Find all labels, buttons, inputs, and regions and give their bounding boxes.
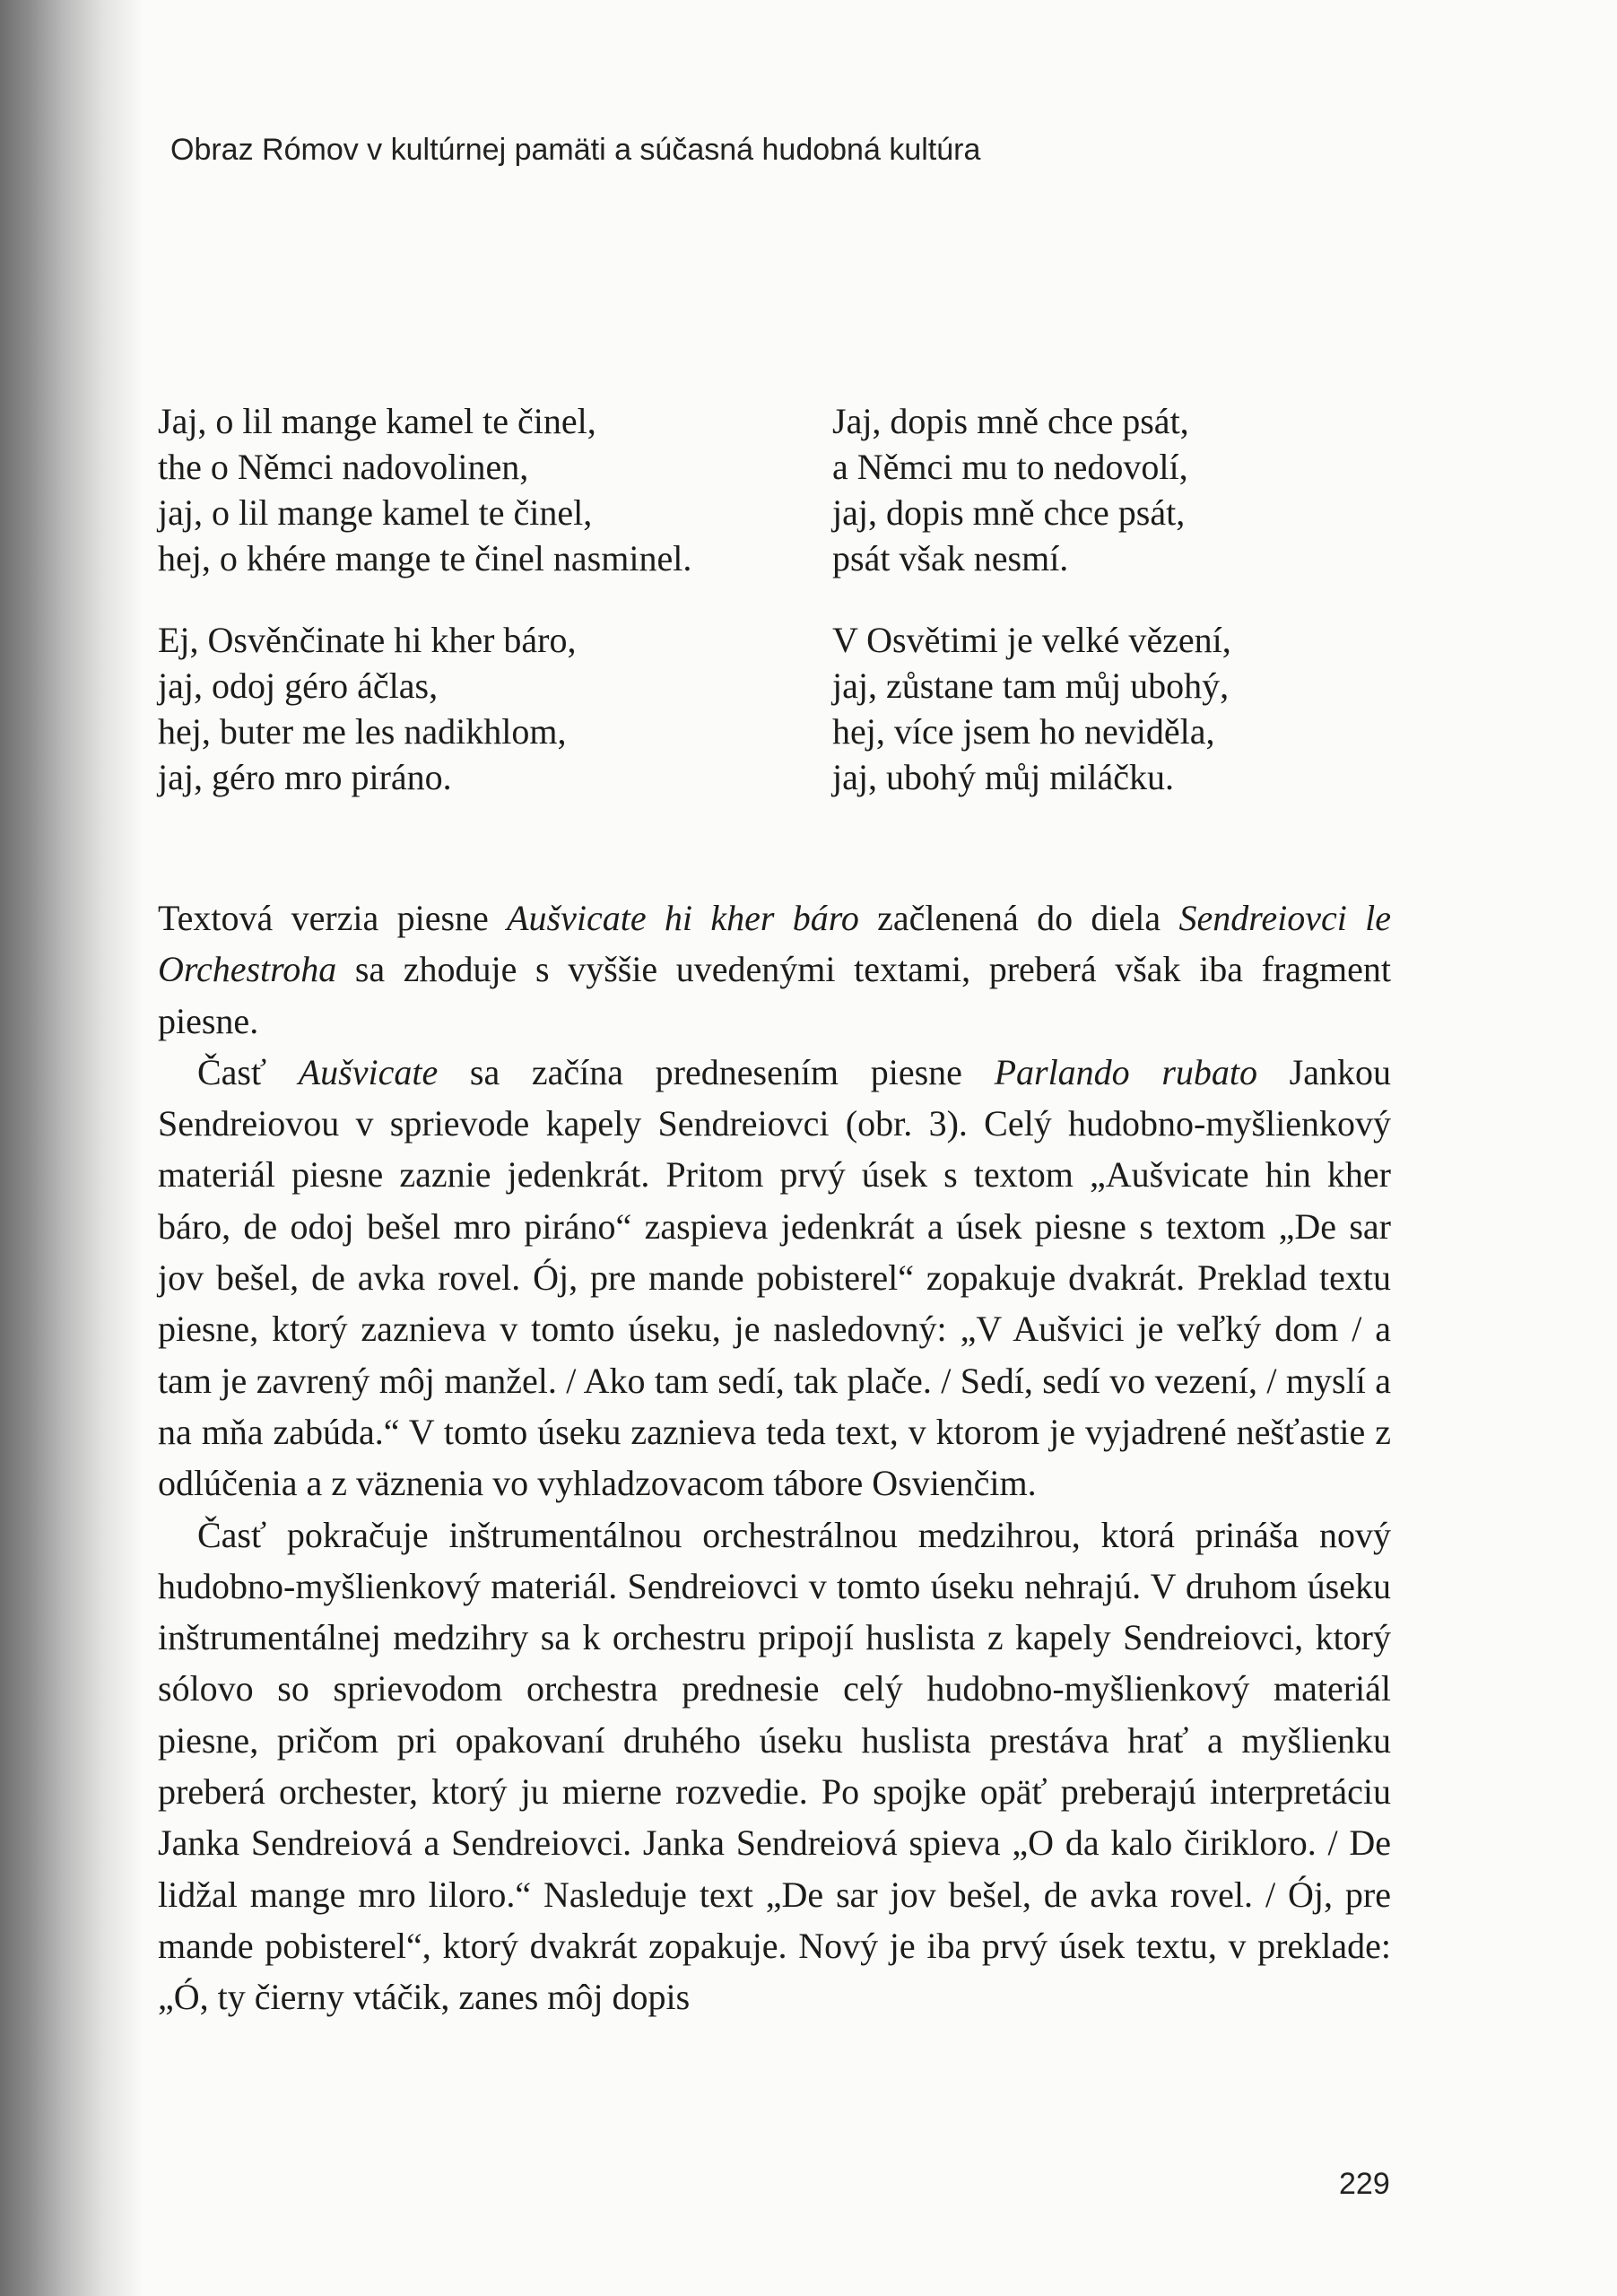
stanza-romani-1 bbox=[158, 398, 691, 581]
work-title-italic: Sendreiovci le Orchestroha bbox=[158, 898, 1391, 990]
verse-line: V Osvětimi je velké vězení, bbox=[832, 620, 1231, 660]
verse-line: hej, více jsem ho neviděla, bbox=[832, 711, 1215, 752]
text-run: sa zhoduje s vyššie uvedenými textami, preberá však iba fragment piesne. bbox=[158, 949, 1391, 1041]
verse-line: a Němci mu to nedovolí, bbox=[832, 447, 1188, 487]
verse-line: hej, o khére mange te činel nasminel. bbox=[158, 538, 692, 578]
running-head: Obraz Rómov v kultúrnej pamäti a súčasná hudobná kultúra bbox=[170, 133, 981, 167]
book-gutter-shadow bbox=[0, 0, 143, 2296]
verse-line: jaj, zůstane tam můj ubohý, bbox=[832, 665, 1230, 706]
stanza-romani-2 bbox=[158, 617, 691, 800]
verse-column-romani bbox=[158, 398, 691, 836]
verse-line: jaj, dopis mně chce psát, bbox=[832, 492, 1186, 533]
verse-line: Ej, Osvěnčinate hi kher báro, bbox=[158, 620, 577, 660]
stanza-czech-2 bbox=[832, 617, 1231, 800]
song-title-italic: Aušvicate hi kher báro bbox=[507, 898, 859, 938]
body-text bbox=[158, 892, 1391, 2023]
text-run: sa začína prednesením piesne bbox=[438, 1051, 995, 1092]
text-run: začlenená do diela bbox=[858, 898, 1179, 938]
stanza-czech-1 bbox=[832, 398, 1231, 581]
text-run: Textová verzia piesne bbox=[158, 898, 508, 938]
verse-line: jaj, géro mro piráno. bbox=[158, 757, 452, 797]
verse-line: jaj, odoj géro áčlas, bbox=[158, 665, 439, 706]
verse-line: the o Němci nadovolinen, bbox=[158, 447, 529, 487]
verse-line: jaj, o lil mange kamel te činel, bbox=[158, 492, 593, 533]
section-title-italic: Aušvicate bbox=[298, 1051, 439, 1092]
paragraph-1 bbox=[158, 892, 1391, 1047]
song-title-italic: Parlando rubato bbox=[994, 1051, 1258, 1092]
verse-column-czech bbox=[832, 398, 1231, 836]
verse-line: hej, buter me les nadikhlom, bbox=[158, 711, 567, 752]
paragraph-2 bbox=[158, 1047, 1391, 1509]
text-run: Jankou Sendreiovou v sprievode kapely Sendreiovci (obr. 3). Celý hudobno-myšlienkový materiál piesne zaznie jedenkrát. Pritom prvý úsek s textom „Aušvicate hin kher báro, de odoj bešel mro piráno“ zaspieva jedenkrát a úsek piesne s textom „De sar jov bešel, de avka rovel. Ój, pre mande pobisterel“ zopakuje dvakrát. Preklad textu piesne, ktorý zaznieva v tomto úseku, je nasledovný: „V Aušvici je veľký dom / a tam je zavrený môj manžel. / Ako tam sedí, tak plače. / Sedí, sedí vo vezení, / myslí a na mňa zabúda.“ V tomto úseku zaznieva teda text, v ktorom je vyjadrené nešťastie z odlúčenia a z väznenia vo vyhladzovacom tábore Osvienčim. bbox=[158, 1051, 1391, 1504]
verse-line: psát však nesmí. bbox=[832, 538, 1069, 578]
page-number: 229 bbox=[1339, 2167, 1390, 2201]
paragraph-3: Časť pokračuje inštrumentálnou orchestrálnou medzihrou, ktorá prináša nový hudobno-myšlienkový materiál. Sendreiovci v tomto úseku nehrajú. V druhom úseku inštrumentálnej medzihry sa k orchestru pripojí huslista z kapely Sendreiovci, ktorý sólovo so sprievodom orchestra prednesie celý hudobno-myšlienkový materiál piesne, pričom pri opakovaní druhého úseku huslista prestáva hrať a myšlienku preberá orchester, ktorý ju mierne rozvedie. Po spojke opäť preberajú interpretáciu Janka Sendreiová a Sendreiovci. Janka Sendreiová spieva „O da kalo čirikloro. / De lidžal mange mro liloro.“ Nasleduje text „De sar jov bešel, de avka rovel. / Ój, pre mande pobisterel“, ktorý dvakrát zopakuje. Nový je iba prvý úsek textu, v preklade: „Ó, ty čierny vtáčik, zanes môj dopis bbox=[158, 1514, 1391, 2018]
verse-line: Jaj, o lil mange kamel te činel, bbox=[158, 401, 596, 441]
verse-line: jaj, ubohý můj miláčku. bbox=[832, 757, 1175, 797]
text-run: Časť bbox=[197, 1051, 299, 1092]
verse-line: Jaj, dopis mně chce psát, bbox=[832, 401, 1189, 441]
